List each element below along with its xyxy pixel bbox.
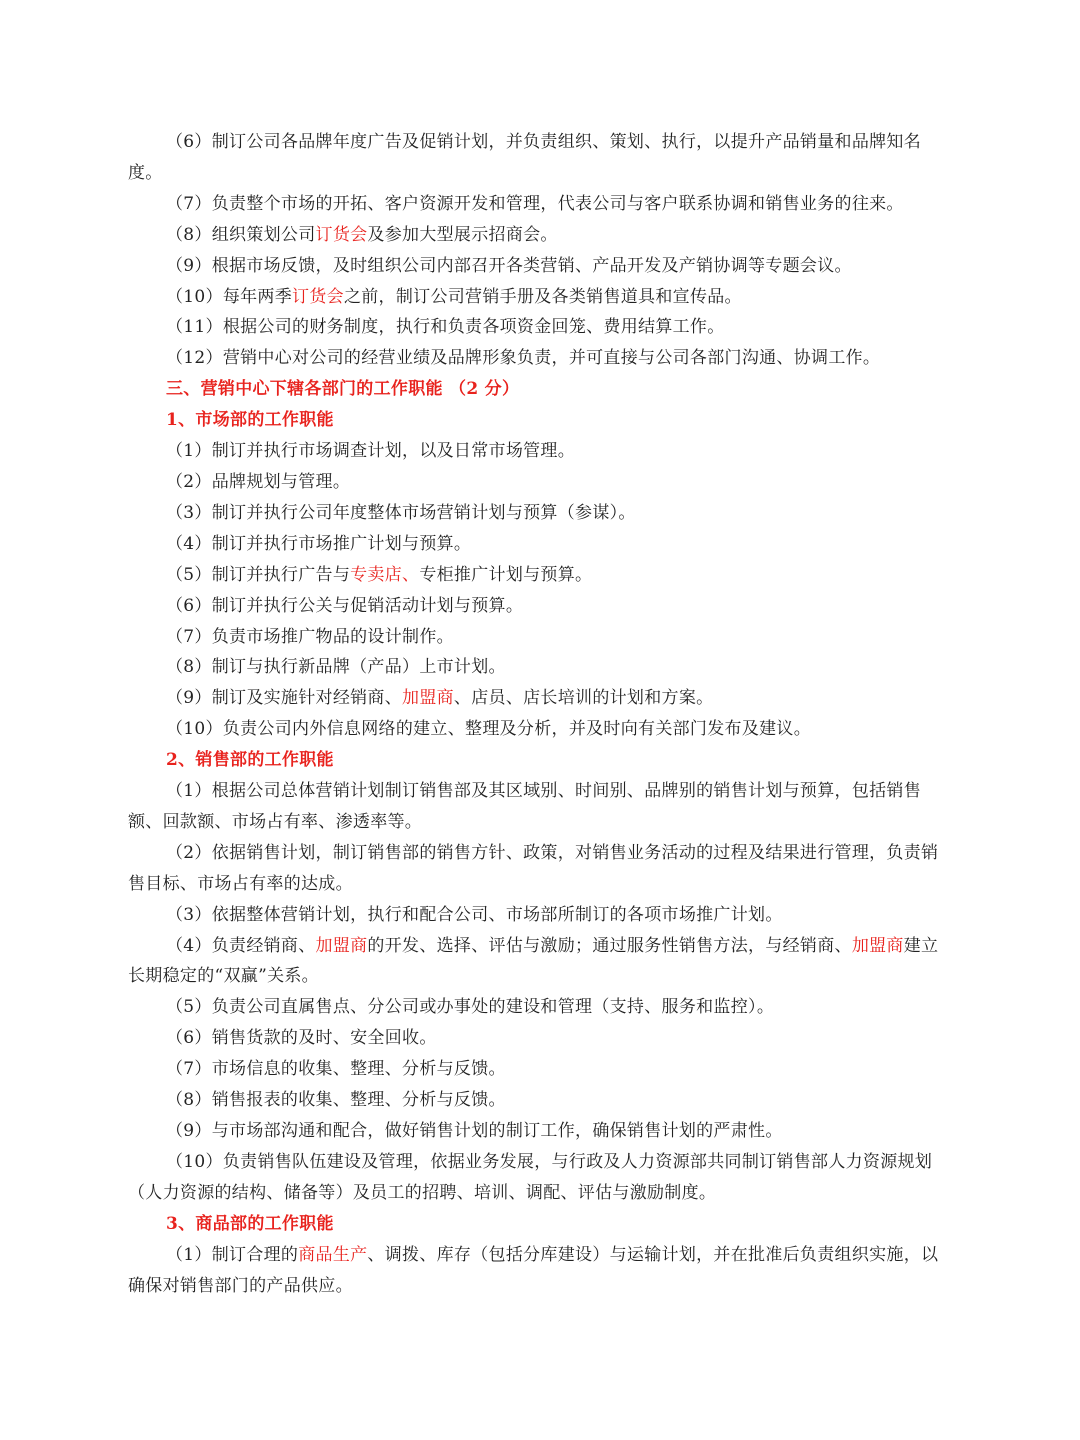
text-segment: 、调拨、库存（包括分库建设）与运输计划，并在批准后负责组织实施，以确保对销售部门的产品供应。 bbox=[128, 1244, 939, 1296]
paragraph-item bbox=[128, 776, 954, 838]
text-segment: （7）市场信息的收集、整理、分析与反馈。 bbox=[166, 1059, 506, 1080]
paragraph-item bbox=[128, 127, 954, 189]
text-segment: （5）制订并执行广告与 bbox=[166, 564, 351, 585]
text-segment: （1）制订合理的 bbox=[166, 1244, 299, 1265]
subsection-heading bbox=[128, 405, 954, 436]
text-segment: 建立长期稳定的“双赢”关系。 bbox=[128, 935, 939, 987]
text-segment: （7）负责市场推广物品的设计制作。 bbox=[166, 626, 454, 647]
highlighted-term: 专卖店、 bbox=[350, 564, 420, 585]
heading-text: 三、营销中心下辖各部门的工作职能 （2 分） bbox=[166, 379, 520, 400]
paragraph-item bbox=[128, 1240, 954, 1302]
paragraph-item bbox=[128, 1116, 954, 1147]
paragraph-item bbox=[128, 282, 954, 313]
paragraph-item bbox=[128, 652, 954, 683]
paragraph-item bbox=[128, 992, 954, 1023]
heading-text: 3、商品部的工作职能 bbox=[166, 1213, 334, 1234]
text-segment: （8）销售报表的收集、整理、分析与反馈。 bbox=[166, 1090, 506, 1111]
paragraph-item bbox=[128, 189, 954, 220]
paragraph-item bbox=[128, 622, 954, 653]
text-segment: （10）负责销售队伍建设及管理，依据业务发展，与行政及人力资源部共同制订销售部人力资源规划（人力资源的结构、储备等）及员工的招聘、培训、调配、评估与激励制度。 bbox=[128, 1151, 933, 1203]
paragraph-item bbox=[128, 931, 954, 993]
paragraph-item bbox=[128, 467, 954, 498]
text-segment: （4）制订并执行市场推广计划与预算。 bbox=[166, 533, 472, 554]
text-segment: （9）与市场部沟通和配合，做好销售计划的制订工作，确保销售计划的严肃性。 bbox=[166, 1121, 783, 1141]
paragraph-item bbox=[128, 251, 954, 282]
document-page bbox=[128, 127, 954, 1301]
heading-text: 1、市场部的工作职能 bbox=[166, 410, 334, 431]
text-segment: （9）制订及实施针对经销商、 bbox=[166, 688, 403, 709]
text-segment: （6）销售货款的及时、安全回收。 bbox=[166, 1028, 437, 1049]
text-segment: （10）负责公司内外信息网络的建立、整理及分析，并及时向有关部门发布及建议。 bbox=[166, 719, 812, 740]
text-segment: 的开发、选择、评估与激励；通过服务性销售方法，与经销商、 bbox=[367, 935, 852, 956]
text-segment: （5）负责公司直属售点、分公司或办事处的建设和管理（支持、服务和监控）。 bbox=[166, 997, 775, 1018]
heading-text: 2、销售部的工作职能 bbox=[166, 750, 334, 771]
text-segment: 专柜推广计划与预算。 bbox=[419, 564, 593, 585]
text-segment: （8）制订与执行新品牌（产品）上市计划。 bbox=[166, 657, 506, 678]
text-segment: （1）根据公司总体营销计划制订销售部及其区域别、时间别、品牌别的销售计划与预算，包括销售额、回款额、市场占有率、渗透率等。 bbox=[128, 781, 922, 832]
paragraph-item bbox=[128, 1085, 954, 1116]
paragraph-item bbox=[128, 591, 954, 622]
text-segment: （9）根据市场反馈，及时组织公司内部召开各类营销、产品开发及产销协调等专题会议。 bbox=[166, 255, 852, 276]
section-heading bbox=[128, 374, 954, 405]
text-segment: （8）组织策划公司 bbox=[166, 224, 316, 245]
text-segment: （1）制订并执行市场调查计划，以及日常市场管理。 bbox=[166, 441, 576, 462]
paragraph-item bbox=[128, 529, 954, 560]
text-segment: （2）依据销售计划，制订销售部的销售方针、政策，对销售业务活动的过程及结果进行管理，负责销售目标、市场占有率的达成。 bbox=[128, 842, 939, 894]
text-segment: （6）制订并执行公关与促销活动计划与预算。 bbox=[166, 595, 524, 616]
paragraph-item bbox=[128, 220, 954, 251]
paragraph-item bbox=[128, 1147, 954, 1209]
highlighted-term: 加盟商 bbox=[315, 935, 368, 956]
text-segment: （12）营销中心对公司的经营业绩及品牌形象负责，并可直接与公司各部门沟通、协调工作。 bbox=[166, 348, 881, 369]
highlighted-term: 订货会 bbox=[315, 224, 368, 245]
paragraph-item bbox=[128, 683, 954, 714]
highlighted-term: 订货会 bbox=[292, 286, 344, 307]
paragraph-item bbox=[128, 560, 954, 591]
paragraph-item bbox=[128, 1054, 954, 1085]
text-segment: 及参加大型展示招商会。 bbox=[367, 224, 558, 245]
paragraph-item bbox=[128, 436, 954, 467]
text-segment: （6）制订公司各品牌年度广告及促销计划，并负责组织、策划、执行，以提升产品销量和品牌知名度。 bbox=[128, 132, 922, 183]
highlighted-term: 商品生产 bbox=[298, 1244, 368, 1265]
paragraph-item bbox=[128, 312, 954, 343]
paragraph-item bbox=[128, 714, 954, 745]
paragraph-item bbox=[128, 900, 954, 931]
subsection-heading bbox=[128, 1209, 954, 1240]
text-segment: （3）依据整体营销计划，执行和配合公司、市场部所制订的各项市场推广计划。 bbox=[166, 904, 783, 925]
paragraph-item bbox=[128, 1023, 954, 1054]
highlighted-term: 加盟商 bbox=[851, 935, 904, 956]
paragraph-item bbox=[128, 498, 954, 529]
text-segment: （7）负责整个市场的开拓、客户资源开发和管理，代表公司与客户联系协调和销售业务的往来。 bbox=[166, 193, 904, 214]
text-segment: （11）根据公司的财务制度，执行和负责各项资金回笼、费用结算工作。 bbox=[166, 317, 725, 338]
text-segment: 、店员、店长培训的计划和方案。 bbox=[453, 688, 714, 709]
paragraph-item bbox=[128, 838, 954, 900]
paragraph-item bbox=[128, 343, 954, 374]
text-segment: （3）制订并执行公司年度整体市场营销计划与预算（参谋）。 bbox=[166, 502, 636, 523]
text-segment: （2）品牌规划与管理。 bbox=[166, 471, 351, 492]
text-segment: （10）每年两季 bbox=[166, 286, 293, 307]
highlighted-term: 加盟商 bbox=[402, 688, 454, 709]
subsection-heading bbox=[128, 745, 954, 776]
text-segment: （4）负责经销商、 bbox=[166, 935, 316, 956]
text-segment: 之前，制订公司营销手册及各类销售道具和宣传品。 bbox=[343, 286, 742, 307]
